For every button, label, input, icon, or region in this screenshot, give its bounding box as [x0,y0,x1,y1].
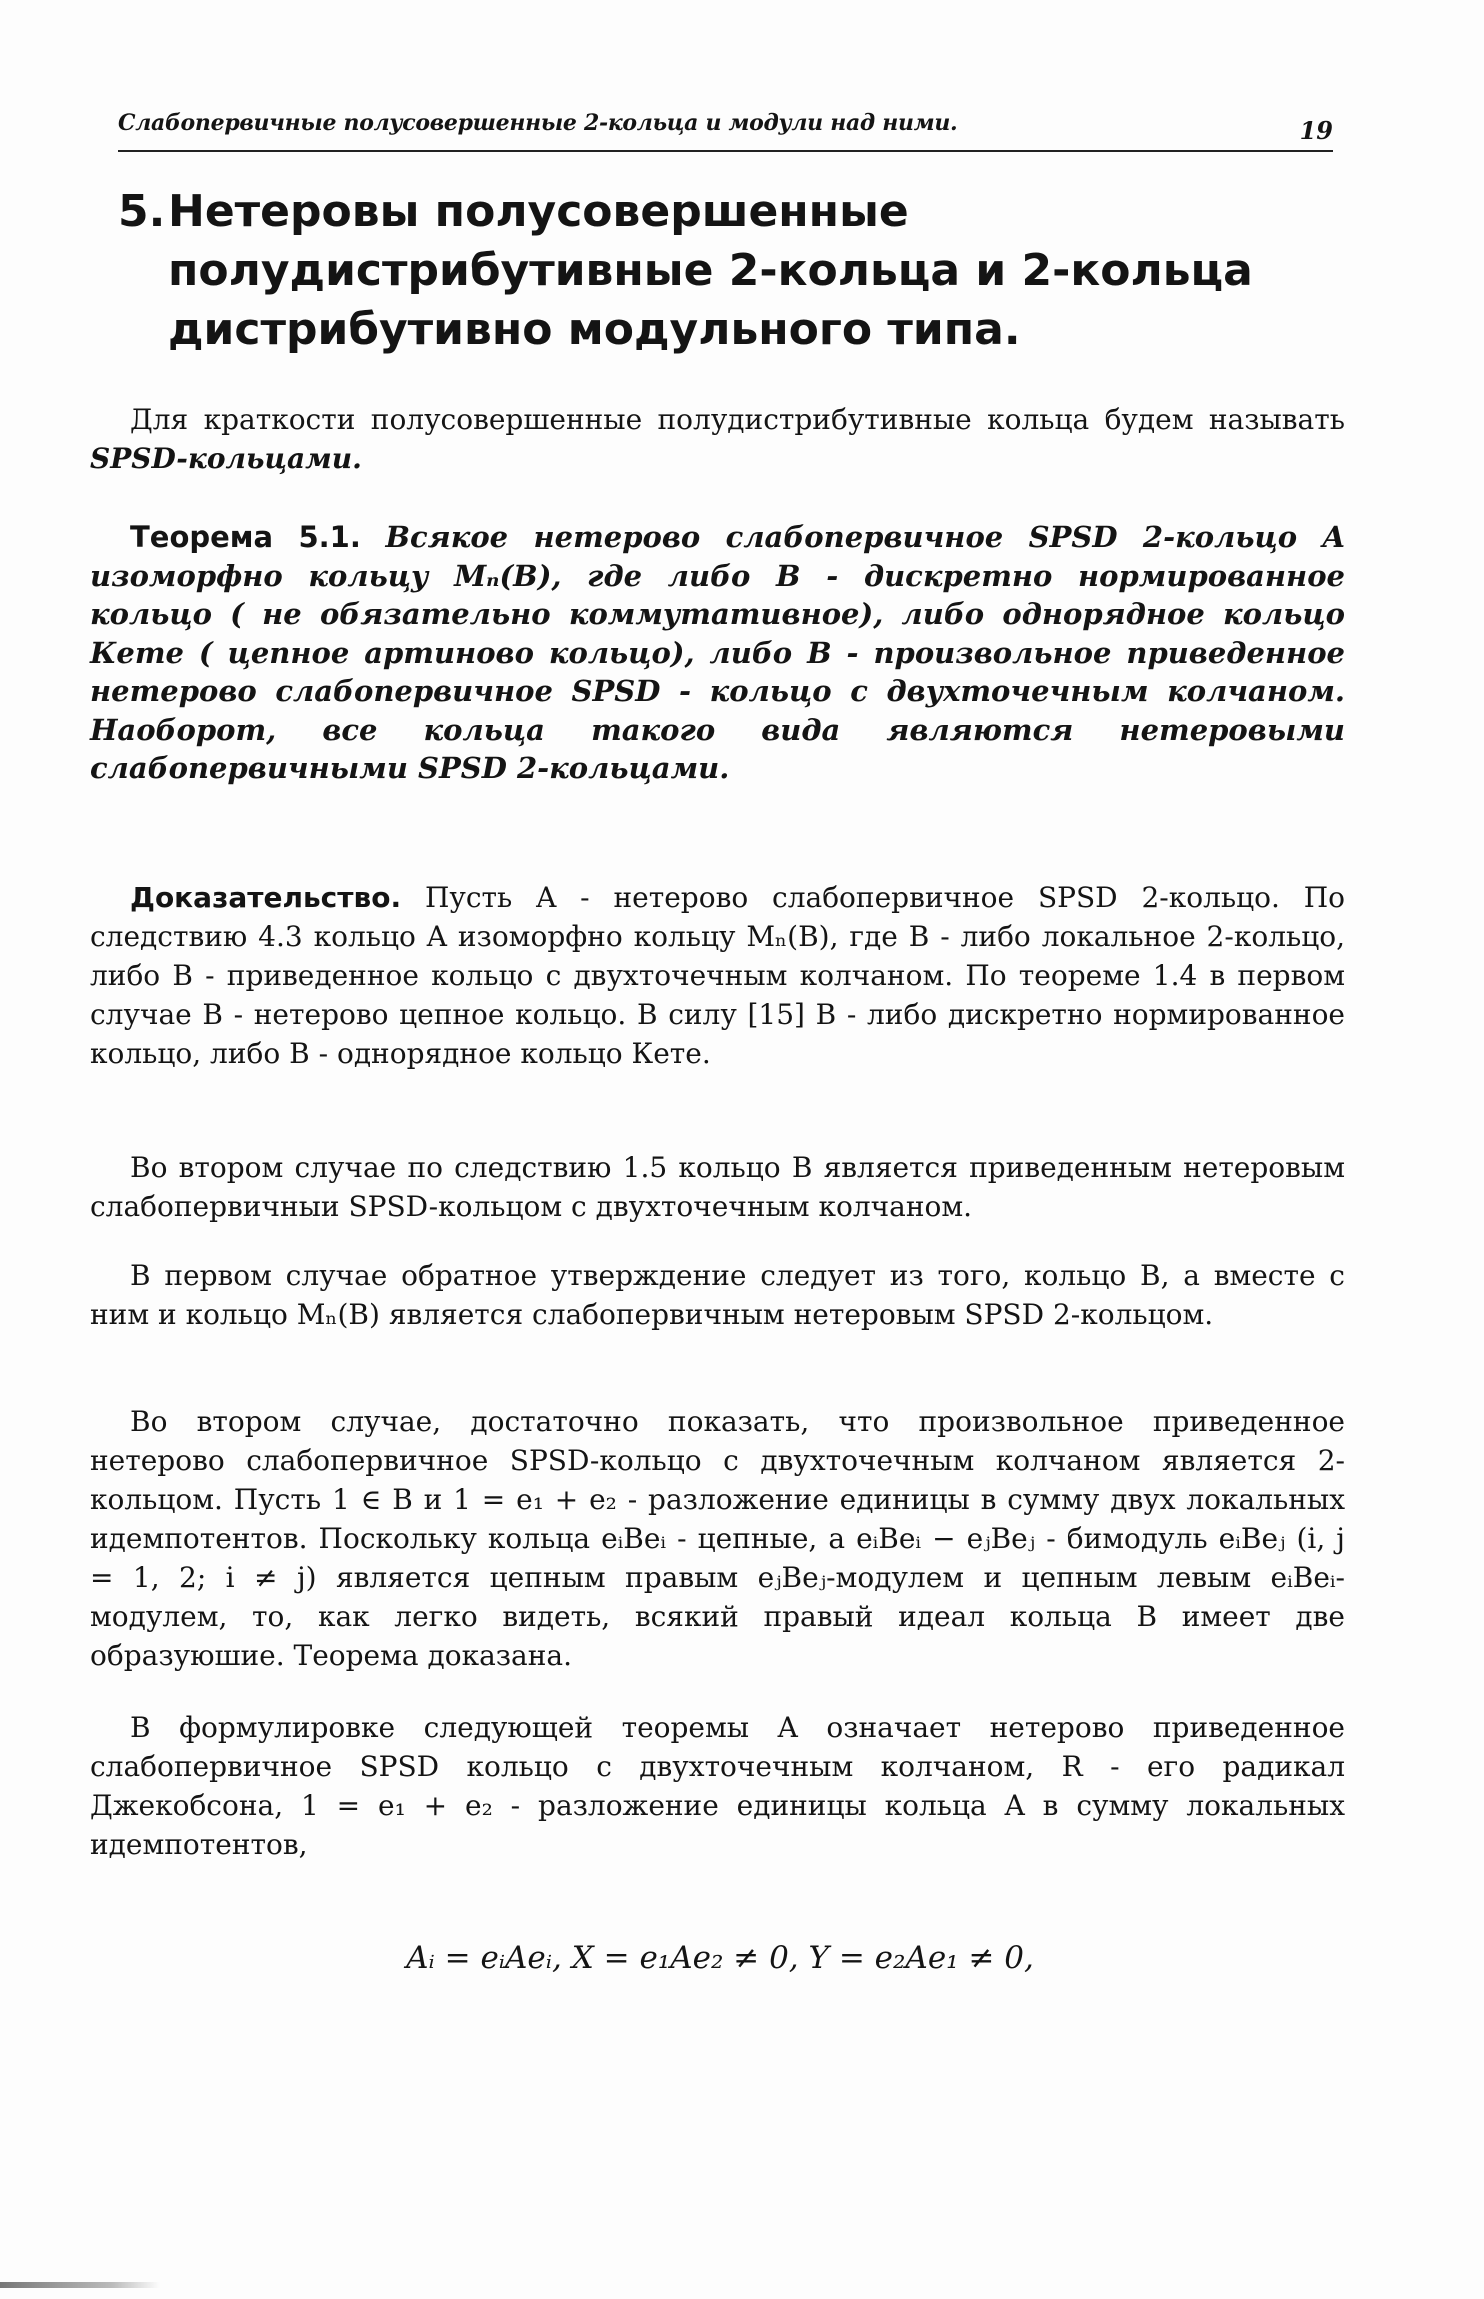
section-heading [118,182,1348,359]
theorem-block [90,518,1345,788]
intro-term: SPSD-кольцами. [90,442,362,475]
paragraph-second-case: Во втором случае по следствию 1.5 кольцо B является приведенным нетеровым слабопервичныи SPSD-кольцом с двухточечным колчаном. [90,1151,1345,1223]
page-number: 19 [1299,116,1333,145]
proof-text: Пусть A - нетерово слабопервичное SPSD 2-кольцо. По следствию 4.3 кольцо A изоморфно кольцу Mₙ(B), где B - либо локальное 2-кольцо, либо B - приведенное кольцо с двухточечным колчаном. По теореме 1.4 в первом случае B - нетерово цепное кольцо. В силу [15] B - либо дискретно нормированное кольцо, либо B - однорядное кольцо Кете. [90,881,1346,1070]
intro-paragraph [90,400,1345,478]
page-header [118,106,1333,152]
proof-label: Доказательство. [130,881,402,914]
section-title: Нетеровы полусовершенные полудистрибутивные 2-кольца и 2-кольца дистрибутивно модульного типа. [168,186,1253,355]
display-formula: Aᵢ = eᵢAeᵢ, X = e₁Ae₂ ≠ 0, Y = e₂Ae₁ ≠ 0, [406,1940,1034,1976]
paragraph-converse-first: В первом случае обратное утверждение следует из того, кольцо B, а вместе с ним и кольцо Mₙ(B) является слабопервичным нетеровым SPSD 2-кольцом. [90,1259,1345,1331]
intro-text: Для краткости полусовершенные полудистрибутивные кольца будем называть [130,403,1345,436]
paragraph-next-theorem-setup: В формулировке следующей теоремы A означает нетерово приведенное слабопервичное SPSD кольцо с двухточечным колчаном, R - его радикал Джекобсона, 1 = e₁ + e₂ - разложение единицы кольца A в сумму локальных идемпотентов, [90,1711,1345,1861]
paragraph-converse-second: Во втором случае, достаточно показать, что произвольное приведенное нетерово слабопервичное SPSD-кольцо с двухточечным колчаном является 2-кольцом. Пусть 1 ∈ B и 1 = e₁ + e₂ - разложение единицы в сумму двух локальных идемпотентов. Поскольку кольца eᵢBeᵢ - цепные, а eᵢBeᵢ − eⱼBeⱼ - бимодуль eᵢBeⱼ (i, j = 1, 2; i ≠ j) является цепным правым eⱼBeⱼ-модулем и цепным левым eᵢBeᵢ-модулем, то, как легко видеть, всякий правый идеал кольца B имеет две образуюшие. Теорема доказана. [90,1405,1345,1672]
running-title: Слабопервичные полусовершенные 2-кольца и модули над ними. [118,110,958,136]
theorem-statement: Всякое нетерово слабопервичное SPSD 2-кольцо A изоморфно кольцу Mₙ(B), где либо B - дискретно нормированное кольцо ( не обязательно коммутативное), либо однорядное кольцо Кете ( цепное артиново кольцо), либо B - произвольное приведенное нетерово слабопервичное SPSD - кольцо с двухточечным колчаном. Наоборот, все кольца такого вида являются нетеровыми слабопервичными SPSD 2-кольцами. [90,520,1346,785]
theorem-label: Теорема 5.1. [130,520,361,554]
scan-edge-mark [0,2282,160,2288]
section-number: 5. [118,186,166,237]
proof-paragraph [90,878,1345,1073]
